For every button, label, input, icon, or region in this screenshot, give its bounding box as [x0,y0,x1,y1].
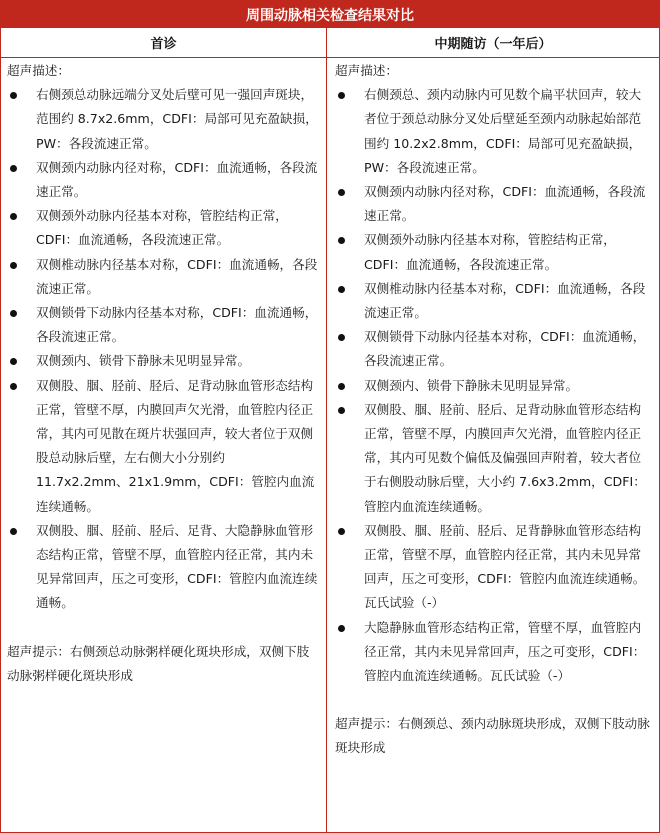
list-item [335,374,653,398]
finding-text: 双侧颈内、锁骨下静脉未见明显异常。 [36,353,251,369]
followup-column [335,59,653,761]
bullet-icon [338,528,345,535]
finding-text: 双侧椎动脉内径基本对称，CDFI：血流通畅，各段流速正常。 [364,280,646,321]
initial-visit-column [7,59,319,688]
followup-summary: 超声提示：右侧颈总、颈内动脉斑块形成，双侧下肢动脉斑块形成 [335,716,650,756]
column-divider [326,28,327,832]
list-item [7,253,319,301]
initial-description-label: 超声描述： [7,63,70,78]
list-item [7,374,319,519]
bullet-icon [10,528,17,535]
column-header-followup: 中期随访（一年后） [434,37,552,52]
bullet-icon [338,334,345,341]
bullet-icon [338,407,345,414]
bullet-icon [10,310,17,317]
column-header-row [1,28,659,58]
column-header-initial: 首诊 [150,37,177,52]
finding-text: 双侧股、腘、胫前、胫后、足背动脉血管形态结构正常，管壁不厚，内膜回声欠光滑，血管腔内径正常，其内可见数个偏低及偏强回声附着，较大者位于右侧股动脉后壁，大小约 7.6x3.2mm，CDFI：管腔内血流连续通畅。 [364,401,646,514]
list-item [7,83,319,156]
list-item [335,519,653,616]
bullet-icon [338,286,345,293]
finding-text: 双侧股、腘、胫前、胫后、足背、大隐静脉血管形态结构正常，管壁不厚，血管腔内径正常，其内未见异常回声，压之可变形，CDFI：管腔内血流连续通畅。 [36,522,318,611]
bullet-icon [338,237,345,244]
list-item [7,349,319,373]
list-item [335,228,653,276]
finding-text: 双侧颈外动脉内径基本对称，管腔结构正常，CDFI：血流通畅，各段流速正常。 [364,232,616,272]
bullet-icon [10,213,17,220]
initial-summary: 超声提示：右侧颈总动脉粥样硬化斑块形成，双侧下肢动脉粥样硬化斑块形成 [7,643,310,683]
bullet-icon [10,92,17,99]
bullet-icon [10,358,17,365]
list-item [335,325,653,373]
finding-text: 双侧股、腘、胫前、胫后、足背动脉血管形态结构正常，管壁不厚，内膜回声欠光滑，血管腔内径正常，其内可见散在斑片状强回声，较大者位于双侧股总动脉后壁，左右侧大小分别约 11.7x2.2mm、21x1.9mm，CDFI：管腔内血流连续通畅。 [36,377,315,514]
list-item [7,156,319,204]
bullet-icon [10,262,17,269]
list-item [335,83,653,180]
bullet-icon [338,383,345,390]
followup-description-label: 超声描述： [335,63,398,78]
bullet-icon [338,92,345,99]
list-item [7,519,319,616]
finding-text: 双侧颈内动脉内径对称，CDFI：血流通畅，各段流速正常。 [364,184,646,224]
list-item [335,398,653,519]
finding-text: 右侧颈总动脉远端分叉处后壁可见一强回声斑块，范围约 8.7x2.6mm，CDFI：局部可见充盈缺损，PW：各段流速正常。 [36,87,318,151]
list-item [335,180,653,228]
finding-text: 双侧锁骨下动脉内径基本对称，CDFI：血流通畅，各段流速正常。 [364,329,646,369]
bullet-icon [338,189,345,196]
finding-text: 双侧颈外动脉内径基本对称，管腔结构正常，CDFI：血流通畅，各段流速正常。 [36,208,288,248]
finding-text: 双侧颈内、锁骨下静脉未见明显异常。 [364,377,579,393]
finding-text: 双侧颈内动脉内径对称，CDFI：血流通畅，各段流速正常。 [36,159,318,200]
bullet-icon [10,383,17,390]
finding-text: 双侧椎动脉内径基本对称，CDFI：血流通畅，各段流速正常。 [36,256,318,296]
table-title: 周围动脉相关检查结果对比 [1,1,659,28]
bullet-icon [10,165,17,172]
list-item [7,301,319,349]
finding-text: 右侧颈总、颈内动脉内可见数个扁平状回声，较大者位于颈总动脉分叉处后壁延至颈内动脉起始部范围约 10.2x2.8mm，CDFI：局部可见充盈缺损，PW：各段流速正常。 [364,87,642,175]
list-item [335,277,653,325]
bullet-icon [338,625,345,632]
finding-text: 大隐静脉血管形态结构正常，管壁不厚，血管腔内径正常，其内未见异常回声，压之可变形，CDFI：管腔内血流连续通畅。瓦氏试验（-） [364,619,646,684]
finding-text: 双侧股、腘、胫前、胫后、足背静脉血管形态结构正常，管壁不厚，血管腔内径正常，其内未见异常回声，压之可变形，CDFI：管腔内血流连续通畅。瓦氏试验（-） [364,522,646,611]
list-item [335,616,653,689]
list-item [7,204,319,252]
finding-text: 双侧锁骨下动脉内径基本对称，CDFI：血流通畅，各段流速正常。 [36,305,318,345]
initial-findings-list [7,83,319,615]
followup-findings-list [335,83,653,688]
